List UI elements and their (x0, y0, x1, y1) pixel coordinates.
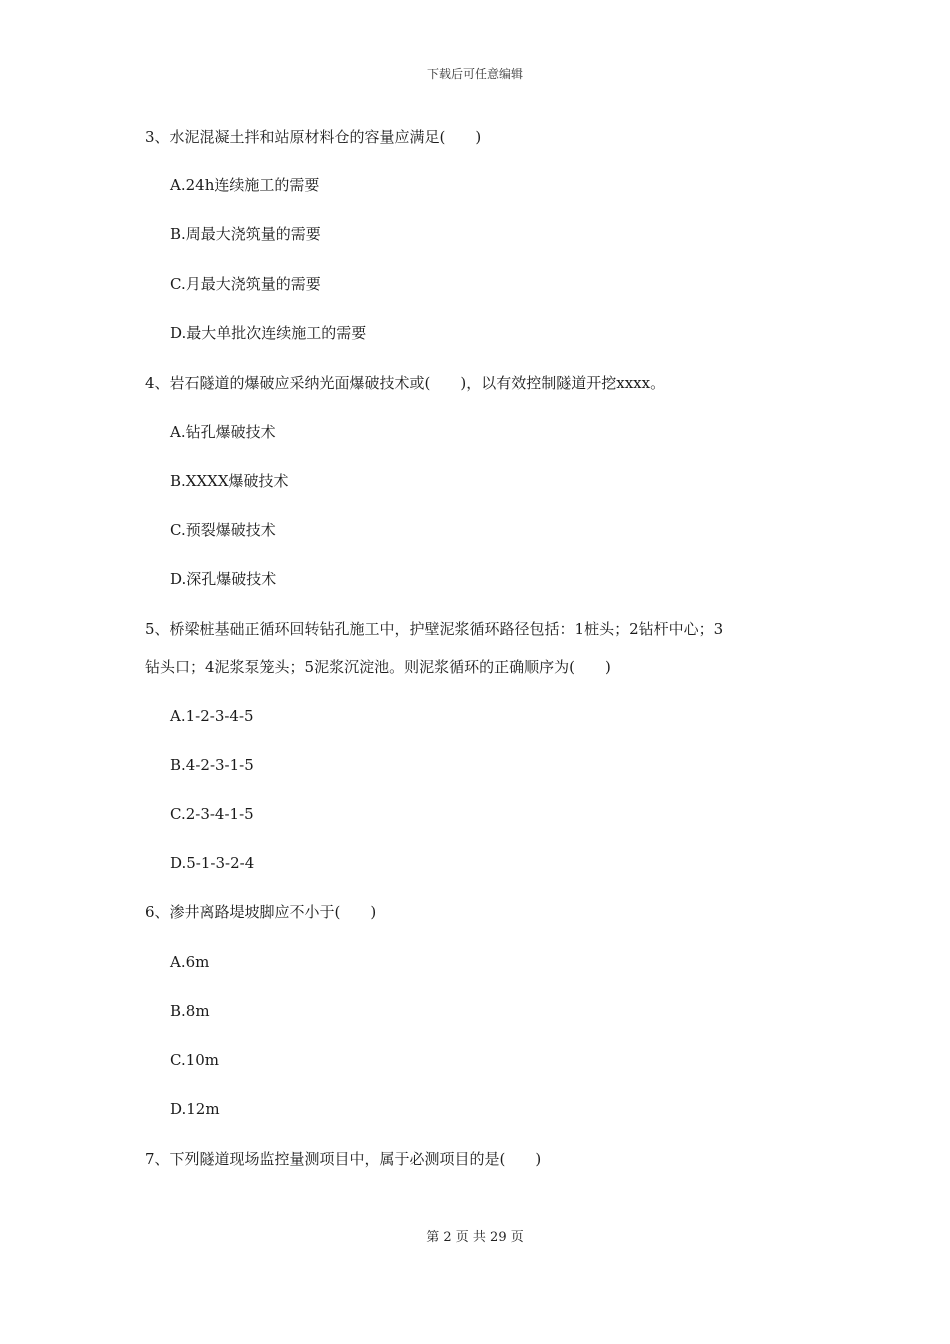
question-6-stem: 6、渗井离路堤坡脚应不小于( ) (145, 903, 377, 921)
question-3-option-a: A.24h连续施工的需要 (170, 176, 320, 194)
question-3-option-b: B.周最大浇筑量的需要 (170, 225, 321, 243)
question-4-stem: 4、岩石隧道的爆破应采纳光面爆破技术或( )，以有效控制隧道开挖xxxx。 (145, 374, 666, 392)
question-6-option-c: C.10m (170, 1051, 220, 1069)
question-5-option-a: A.1-2-3-4-5 (170, 707, 254, 725)
question-3-stem: 3、水泥混凝土拌和站原材料仓的容量应满足( ) (145, 128, 482, 146)
question-3-option-d: D.最大单批次连续施工的需要 (170, 324, 367, 342)
question-6-option-a: A.6m (170, 953, 210, 971)
question-6-option-b: B.8m (170, 1002, 210, 1020)
question-5-option-c: C.2-3-4-1-5 (170, 805, 254, 823)
question-5-option-b: B.4-2-3-1-5 (170, 756, 254, 774)
question-7-stem: 7、下列隧道现场监控量测项目中，属于必测项目的是( ) (145, 1150, 542, 1168)
page-footer: 第 2 页 共 29 页 (426, 1230, 524, 1245)
question-5-stem-line-1: 5、桥梁桩基础正循环回转钻孔施工中，护壁泥浆循环路径包括：1桩头；2钻杆中心；3 (145, 620, 724, 638)
question-4-option-b: B.XXXX爆破技术 (170, 472, 289, 490)
question-5-stem-line-2: 钻头口；4泥浆泵笼头；5泥浆沉淀池。则泥浆循环的正确顺序为( ) (145, 658, 611, 676)
question-4-option-d: D.深孔爆破技术 (170, 570, 277, 588)
question-4-option-c: C.预裂爆破技术 (170, 521, 276, 539)
page-header: 下载后可任意编辑 (426, 67, 523, 81)
question-5-option-d: D.5-1-3-2-4 (170, 854, 255, 872)
question-3-option-c: C.月最大浇筑量的需要 (170, 275, 321, 293)
question-4-option-a: A.钻孔爆破技术 (170, 423, 276, 441)
question-6-option-d: D.12m (170, 1100, 220, 1118)
